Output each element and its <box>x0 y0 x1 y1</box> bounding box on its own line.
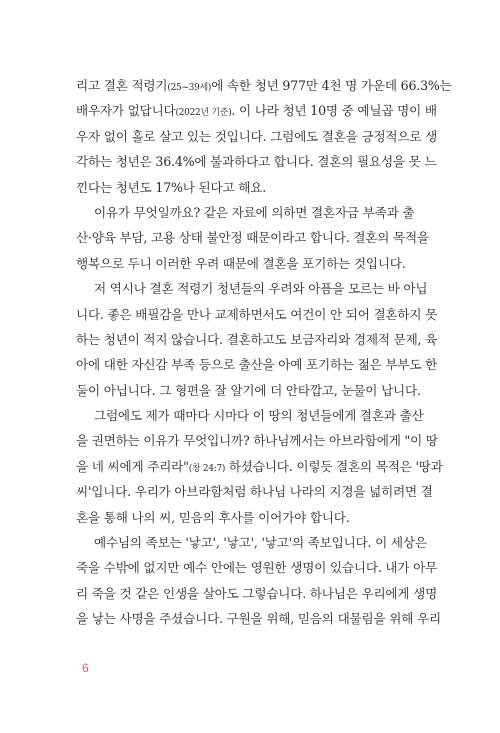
text-run: 아에 대한 자신감 부족 등으로 출산을 아예 포기하는 젊은 부부도 한 <box>76 357 438 373</box>
text-line <box>76 352 438 377</box>
text-run: 니다. 좋은 배필감을 만나 교제하면서도 여건이 안 되어 결혼하지 못 <box>76 306 438 322</box>
text-run: 을 권면하는 이유가 무엇입니까? 하나님께서는 아브라함에게 "이 땅 <box>76 433 438 449</box>
text-line <box>76 124 438 149</box>
text-run: 에 속한 청년 977만 4천 명 가운데 66.3%는 <box>211 78 452 93</box>
text-run: 산·양육 부담, 고용 상태 불안정 때문이라고 합니다. 결혼의 목적을 <box>76 230 429 246</box>
text-run: 예수님의 족보는 '낳고', '낳고', '낳고'의 족보입니다. 이 세상은 <box>94 535 427 551</box>
citation-note: (25~39세) <box>167 83 212 93</box>
text-run: 저 역시나 결혼 적령기 청년들의 우려와 아픔을 모르는 바 아닙 <box>94 281 428 297</box>
text-run: 하셨습니다. 이렇듯 결혼의 목적은 '땅과 <box>225 458 443 474</box>
text-line <box>76 276 432 301</box>
text-run: 그럼에도 제가 때마다 시마다 이 땅의 청년들에게 결혼과 출산 <box>94 408 424 424</box>
page-number: 6 <box>82 661 89 675</box>
text-line <box>76 98 437 123</box>
text-line <box>76 403 432 428</box>
text-line <box>76 149 437 174</box>
text-line <box>76 378 432 403</box>
text-line <box>76 175 432 200</box>
text-run: 씨'입니다. 우리가 아브라함처럼 하나님 나라의 지경을 넓히려면 결 <box>76 484 433 500</box>
text-line <box>76 225 432 250</box>
text-line <box>76 606 441 631</box>
text-run: 을 네 씨에게 주리라" <box>76 458 189 474</box>
text-line <box>76 302 438 327</box>
text-run: 을 낳는 사명을 주셨습니다. 구원을 위해, 믿음의 대물림을 위해 우리 <box>76 611 441 627</box>
text-run: 배우자가 없답니다 <box>76 103 176 119</box>
text-run: 행복으로 두니 이러한 우려 때문에 결혼을 포기하는 것입니다. <box>76 255 406 271</box>
text-line <box>76 428 438 453</box>
text-line <box>76 479 432 504</box>
text-line <box>76 73 452 98</box>
text-run: 각하는 청년은 36.4%에 불과하다고 합니다. 결혼의 필요성을 못 느 <box>76 154 437 170</box>
text-run: . 이 나라 청년 10명 중 예닐곱 명이 배 <box>231 103 437 119</box>
text-run: 죽을 수밖에 없지만 예수 안에는 영원한 생명이 있습니다. 내가 아무 <box>76 560 438 576</box>
text-run: 리고 결혼 적령기 <box>76 78 168 93</box>
text-line <box>76 581 438 606</box>
text-line <box>76 327 438 352</box>
text-line <box>76 505 432 530</box>
text-run: 하는 청년이 적지 않습니다. 결혼하고도 보금자리와 경제적 문제, 육 <box>76 331 438 347</box>
text-run: 리 죽을 것 같은 인생을 살아도 그렇습니다. 하나님은 우리에게 생명 <box>76 585 438 601</box>
text-run: 이유가 무엇일까요? 같은 자료에 의하면 결혼자금 부족과 출 <box>94 204 415 220</box>
text-line <box>76 454 443 479</box>
text-run: 낀다는 청년도 17%나 된다고 해요. <box>76 179 266 195</box>
text-line <box>76 200 432 225</box>
text-run: 혼을 통해 나의 씨, 믿음의 후사를 이어가야 합니다. <box>76 509 350 525</box>
body-text <box>76 73 452 632</box>
text-line <box>76 251 432 276</box>
text-run: 우자 없이 홀로 살고 있는 것입니다. 그럼에도 결혼을 긍정적으로 생 <box>76 128 438 144</box>
text-run: 둘이 아닙니다. 그 형편을 잘 알기에 더 안타깝고, 눈물이 납니다. <box>76 382 421 398</box>
citation-note: (2022년 기준) <box>175 108 232 119</box>
citation-note: (창 24:7) <box>188 463 226 474</box>
text-line <box>76 555 438 580</box>
text-line <box>76 530 432 555</box>
